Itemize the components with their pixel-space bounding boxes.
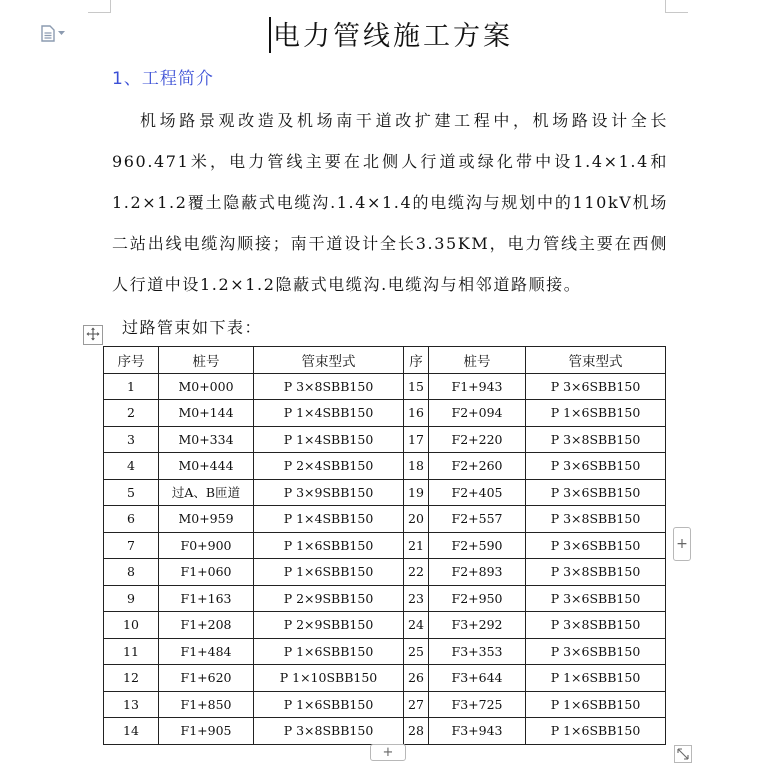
cell-bundle-type[interactable]: P 3×8SBB150 xyxy=(254,718,404,745)
cell-seq[interactable]: 14 xyxy=(104,718,159,745)
table-row xyxy=(104,718,666,745)
cell-seq-2[interactable]: 16 xyxy=(404,400,429,427)
move-icon xyxy=(86,326,100,345)
table-row xyxy=(104,506,666,533)
header-bundle-type-2[interactable]: 管束型式 xyxy=(526,347,666,374)
cell-bundle-type[interactable]: P 3×9SBB150 xyxy=(254,479,404,506)
cell-seq-2[interactable]: 18 xyxy=(404,453,429,480)
cell-bundle-type[interactable]: P 1×4SBB150 xyxy=(254,400,404,427)
document-icon xyxy=(41,25,55,42)
cell-seq-2[interactable]: 20 xyxy=(404,506,429,533)
cell-bundle-type[interactable]: P 1×4SBB150 xyxy=(254,506,404,533)
cell-bundle-type[interactable]: P 2×9SBB150 xyxy=(254,585,404,612)
cell-seq[interactable]: 2 xyxy=(104,400,159,427)
add-column-button[interactable]: + xyxy=(673,527,691,561)
cell-seq-2[interactable]: 25 xyxy=(404,638,429,665)
cell-bundle-type[interactable]: P 1×6SBB150 xyxy=(254,638,404,665)
cell-stake[interactable]: M0+444 xyxy=(159,453,254,480)
cell-bundle-type-2[interactable]: P 3×6SBB150 xyxy=(526,532,666,559)
cell-stake[interactable]: M0+144 xyxy=(159,400,254,427)
cell-bundle-type[interactable]: P 3×8SBB150 xyxy=(254,373,404,400)
header-stake-2[interactable]: 桩号 xyxy=(429,347,526,374)
cell-seq-2[interactable]: 28 xyxy=(404,718,429,745)
cell-bundle-type[interactable]: P 2×4SBB150 xyxy=(254,453,404,480)
table-row xyxy=(104,453,666,480)
cell-stake-2[interactable]: F2+220 xyxy=(429,426,526,453)
table-header-row xyxy=(104,347,666,374)
table-row xyxy=(104,373,666,400)
cell-seq-2[interactable]: 21 xyxy=(404,532,429,559)
cell-stake[interactable]: F1+163 xyxy=(159,585,254,612)
cell-seq[interactable]: 12 xyxy=(104,665,159,692)
cell-bundle-type[interactable]: P 1×6SBB150 xyxy=(254,559,404,586)
cell-stake[interactable]: F1+850 xyxy=(159,691,254,718)
add-row-button[interactable]: + xyxy=(370,744,406,761)
cell-seq-2[interactable]: 22 xyxy=(404,559,429,586)
pipe-bundle-table xyxy=(103,346,666,745)
cell-stake[interactable]: F1+060 xyxy=(159,559,254,586)
document-title[interactable]: 电力管线施工方案 xyxy=(273,21,513,52)
cell-seq[interactable]: 6 xyxy=(104,506,159,533)
cell-stake-2[interactable]: F2+893 xyxy=(429,559,526,586)
cell-seq-2[interactable]: 19 xyxy=(404,479,429,506)
document-menu-button[interactable] xyxy=(41,24,71,42)
cell-bundle-type-2[interactable]: P 1×6SBB150 xyxy=(526,400,666,427)
cell-bundle-type[interactable]: P 1×4SBB150 xyxy=(254,426,404,453)
cell-stake[interactable]: M0+959 xyxy=(159,506,254,533)
project-description-paragraph[interactable]: 机场路景观改造及机场南干道改扩建工程中，机场路设计全长960.471米，电力管线主要在北侧人行道或绿化带中设1.4×1.4和1.2×1.2覆土隐蔽式电缆沟.1.4×1.4的电缆沟与规划中的110kV机场二站出线电缆沟顺接；南干道设计全长3.35KM，电力管线主要在西侧人行道中设1.2×1.2隐蔽式电缆沟.电缆沟与相邻道路顺接。 xyxy=(112,111,668,294)
cell-seq[interactable]: 13 xyxy=(104,691,159,718)
cell-seq-2[interactable]: 17 xyxy=(404,426,429,453)
cell-stake-2[interactable]: F3+292 xyxy=(429,612,526,639)
page-corner-mark-left xyxy=(88,0,111,13)
cell-stake-2[interactable]: F2+405 xyxy=(429,479,526,506)
cell-bundle-type-2[interactable]: P 3×8SBB150 xyxy=(526,426,666,453)
cell-seq[interactable]: 8 xyxy=(104,559,159,586)
cell-stake-2[interactable]: F1+943 xyxy=(429,373,526,400)
cell-stake[interactable]: F1+620 xyxy=(159,665,254,692)
header-seq-2[interactable]: 序 xyxy=(404,347,429,374)
cell-stake-2[interactable]: F3+353 xyxy=(429,638,526,665)
cell-stake-2[interactable]: F3+943 xyxy=(429,718,526,745)
cell-bundle-type-2[interactable]: P 3×8SBB150 xyxy=(526,612,666,639)
table-row xyxy=(104,638,666,665)
header-stake[interactable]: 桩号 xyxy=(159,347,254,374)
cell-stake-2[interactable]: F2+094 xyxy=(429,400,526,427)
chevron-down-icon xyxy=(58,31,65,36)
cell-bundle-type-2[interactable]: P 3×6SBB150 xyxy=(526,638,666,665)
table-row xyxy=(104,612,666,639)
cell-stake[interactable]: F1+905 xyxy=(159,718,254,745)
cell-stake-2[interactable]: F2+557 xyxy=(429,506,526,533)
cell-bundle-type-2[interactable]: P 1×6SBB150 xyxy=(526,691,666,718)
cell-bundle-type-2[interactable]: P 3×8SBB150 xyxy=(526,559,666,586)
table-row xyxy=(104,559,666,586)
cell-stake-2[interactable]: F3+725 xyxy=(429,691,526,718)
table-row xyxy=(104,400,666,427)
cell-bundle-type[interactable]: P 1×10SBB150 xyxy=(254,665,404,692)
table-row xyxy=(104,585,666,612)
cell-stake-2[interactable]: F2+260 xyxy=(429,453,526,480)
cell-stake-2[interactable]: F3+644 xyxy=(429,665,526,692)
table-row xyxy=(104,532,666,559)
cell-bundle-type[interactable]: P 1×6SBB150 xyxy=(254,532,404,559)
cell-seq[interactable]: 10 xyxy=(104,612,159,639)
cell-stake-2[interactable]: F2+590 xyxy=(429,532,526,559)
cell-seq-2[interactable]: 26 xyxy=(404,665,429,692)
table-row xyxy=(104,426,666,453)
cell-stake[interactable]: F1+208 xyxy=(159,612,254,639)
cell-seq[interactable]: 9 xyxy=(104,585,159,612)
header-bundle-type[interactable]: 管束型式 xyxy=(254,347,404,374)
cell-bundle-type-2[interactable]: P 1×6SBB150 xyxy=(526,665,666,692)
cell-stake[interactable]: M0+000 xyxy=(159,373,254,400)
resize-icon xyxy=(677,745,689,764)
cell-seq[interactable]: 7 xyxy=(104,532,159,559)
cell-bundle-type-2[interactable]: P 3×6SBB150 xyxy=(526,373,666,400)
cell-seq-2[interactable]: 15 xyxy=(404,373,429,400)
text-cursor xyxy=(269,17,271,53)
cell-stake[interactable]: M0+334 xyxy=(159,426,254,453)
table-row xyxy=(104,665,666,692)
cell-seq[interactable]: 3 xyxy=(104,426,159,453)
cell-seq[interactable]: 5 xyxy=(104,479,159,506)
cell-bundle-type-2[interactable]: P 1×6SBB150 xyxy=(526,718,666,745)
cell-seq[interactable]: 1 xyxy=(104,373,159,400)
cell-bundle-type-2[interactable]: P 3×6SBB150 xyxy=(526,453,666,480)
cell-bundle-type-2[interactable]: P 3×8SBB150 xyxy=(526,506,666,533)
cell-stake[interactable]: F0+900 xyxy=(159,532,254,559)
cell-seq-2[interactable]: 23 xyxy=(404,585,429,612)
page-corner-mark-right xyxy=(665,0,688,13)
table-row xyxy=(104,479,666,506)
section-heading[interactable]: 1、工程简介 xyxy=(112,69,214,89)
cell-seq[interactable]: 4 xyxy=(104,453,159,480)
cell-seq-2[interactable]: 27 xyxy=(404,691,429,718)
cell-seq-2[interactable]: 24 xyxy=(404,612,429,639)
header-seq[interactable]: 序号 xyxy=(104,347,159,374)
table-row xyxy=(104,691,666,718)
cell-seq[interactable]: 11 xyxy=(104,638,159,665)
cell-stake-2[interactable]: F2+950 xyxy=(429,585,526,612)
cell-bundle-type-2[interactable]: P 3×6SBB150 xyxy=(526,585,666,612)
cell-bundle-type[interactable]: P 2×9SBB150 xyxy=(254,612,404,639)
table-move-handle[interactable] xyxy=(83,325,103,345)
table-caption[interactable]: 过路管束如下表： xyxy=(122,318,263,337)
cell-stake[interactable]: 过A、B匝道 xyxy=(159,479,254,506)
table-resize-handle[interactable] xyxy=(674,745,692,763)
cell-stake[interactable]: F1+484 xyxy=(159,638,254,665)
cell-bundle-type-2[interactable]: P 3×6SBB150 xyxy=(526,479,666,506)
cell-bundle-type[interactable]: P 1×6SBB150 xyxy=(254,691,404,718)
